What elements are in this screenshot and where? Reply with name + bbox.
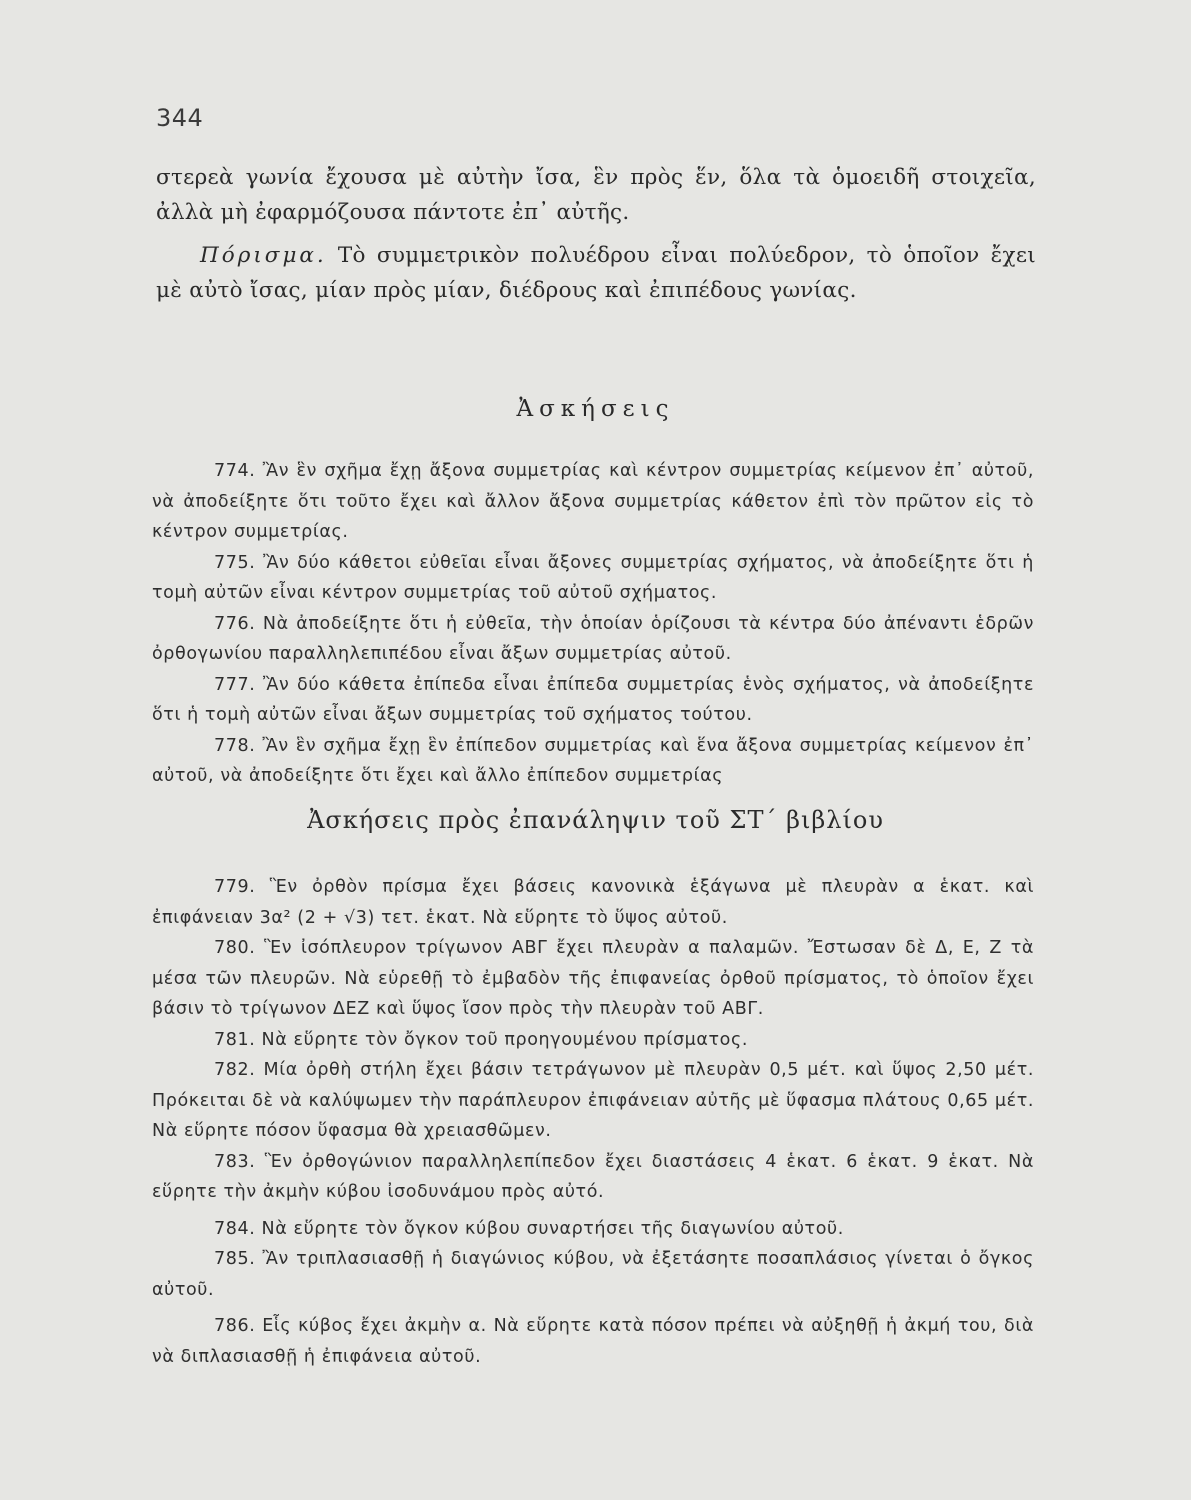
exercise-item: 774. Ἂν ἓν σχῆμα ἔχῃ ἄξονα συμμετρίας καὶ κέντρον συμμετρίας κείμενον ἐπ᾽ αὐτοῦ, νὰ ἀποδείξητε ὅτι τοῦτο ἔχει καὶ ἄλλον ἄξονα συμμετρίας κάθετον ἐπὶ τὸν πρῶτον εἰς τὸ κέντρον συμμετρίας. [152, 461, 1034, 542]
exercise-item: 786. Εἷς κύβος ἔχει ἀκμὴν α. Νὰ εὕρητε κατὰ πόσον πρέπει νὰ αὐξηθῇ ἡ ἀκμή του, διὰ νὰ διπλασιασθῇ ἡ ἐπιφάνεια αὐτοῦ. [152, 1316, 1034, 1367]
porisma-text: Τὸ συμμετρικὸν πολυέδρου εἶναι πολύεδρον, τὸ ὁποῖον ἔχει μὲ αὐτὸ ἴσας, μίαν πρὸς μίαν, διέδρους καὶ ἐπιπέδους γωνίας. [156, 243, 1036, 303]
exercise-item: 776. Νὰ ἀποδείξητε ὅτι ἡ εὐθεῖα, τὴν ὁποίαν ὁρίζουσι τὰ κέντρα δύο ἀπέναντι ἑδρῶν ὀρθογωνίου παραλληλεπιπέδου εἶναι ἄξων συμμετρίας αὐτοῦ. [152, 613, 1034, 664]
review-exercises-list [152, 872, 1034, 1372]
exercise-item: 775. Ἂν δύο κάθετοι εὐθεῖαι εἶναι ἄξονες συμμετρίας σχήματος, νὰ ἀποδείξητε ὅτι ἡ τομὴ αὐτῶν εἶναι κέντρον συμμετρίας τοῦ αὐτοῦ σχήματος. [152, 552, 1034, 603]
intro-text [156, 160, 1036, 308]
exercise-item: 784. Νὰ εὕρητε τὸν ὄγκον κύβου συναρτήσει τῆς διαγωνίου αὐτοῦ. [214, 1218, 844, 1239]
exercise-item: 785. Ἂν τριπλασιασθῇ ἡ διαγώνιος κύβου, νὰ ἐξετάσητε ποσαπλάσιος γίνεται ὁ ὄγκος αὐτοῦ. [152, 1249, 1034, 1300]
porisma-label: Πόρισμα. [200, 243, 327, 268]
exercise-item: 780. Ἓν ἰσόπλευρον τρίγωνον ΑΒΓ ἔχει πλευρὰν α παλαμῶν. Ἔστωσαν δὲ Δ, Ε, Ζ τὰ μέσα τῶν πλευρῶν. Νὰ εὑρεθῇ τὸ ἐμβαδὸν τῆς ἐπιφανείας ὀρθοῦ πρίσματος, τὸ ὁποῖον ἔχει βάσιν τὸ τρίγωνον ΔΕΖ καὶ ὕψος ἴσον πρὸς τὴν πλευρὰν τοῦ ΑΒΓ. [152, 938, 1034, 1019]
exercises-heading: Ἀσκήσεις [516, 396, 675, 422]
exercise-item: 781. Νὰ εὕρητε τὸν ὄγκον τοῦ προηγουμένου πρίσματος. [214, 1029, 748, 1050]
review-exercises-heading: Ἀσκήσεις πρὸς ἐπανάληψιν τοῦ ΣΤ΄ βιβλίου [307, 806, 884, 834]
exercise-item: 783. Ἓν ὀρθογώνιον παραλληλεπίπεδον ἔχει διαστάσεις 4 ἑκατ. 6 ἑκατ. 9 ἑκατ. Νὰ εὕρητε τὴν ἀκμὴν κύβου ἰσοδυνάμου πρὸς αὐτό. [152, 1151, 1034, 1202]
porisma-paragraph [156, 238, 1036, 308]
exercises-list [152, 456, 1034, 792]
exercise-item: 782. Μία ὀρθὴ στήλη ἔχει βάσιν τετράγωνον μὲ πλευρὰν 0,5 μέτ. καὶ ὕψος 2,50 μέτ. Πρόκειται δὲ νὰ καλύψωμεν τὴν παράπλευρον ἐπιφάνειαν αὐτῆς μὲ ὕφασμα πλάτους 0,65 μέτ. Νὰ εὕρητε πόσον ὕφασμα θὰ χρειασθῶμεν. [152, 1060, 1034, 1141]
page-number: 344 [156, 104, 204, 132]
intro-paragraph: στερεὰ γωνία ἔχουσα μὲ αὐτὴν ἴσα, ἓν πρὸς ἕν, ὅλα τὰ ὁμοειδῆ στοιχεῖα, ἀλλὰ μὴ ἐφαρμόζουσα πάντοτε ἐπ᾽ αὐτῆς. [156, 165, 1036, 225]
exercise-item: 778. Ἂν ἓν σχῆμα ἔχῃ ἓν ἐπίπεδον συμμετρίας καὶ ἕνα ἄξονα συμμετρίας κείμενον ἐπ᾽ αὐτοῦ, νὰ ἀποδείξητε ὅτι ἔχει καὶ ἄλλο ἐπίπεδον συμμετρίας [152, 735, 1034, 786]
exercise-item: 779. Ἓν ὀρθὸν πρίσμα ἔχει βάσεις κανονικὰ ἑξάγωνα μὲ πλευρὰν α ἑκατ. καὶ ἐπιφάνειαν 3α² (2 + √3) τετ. ἑκατ. Νὰ εὕρητε τὸ ὕψος αὐτοῦ. [152, 877, 1034, 928]
exercise-item: 777. Ἂν δύο κάθετα ἐπίπεδα εἶναι ἐπίπεδα συμμετρίας ἑνὸς σχήματος, νὰ ἀποδείξητε ὅτι ἡ τομὴ αὐτῶν εἶναι ἄξων συμμετρίας τοῦ σχήματος τούτου. [152, 674, 1034, 725]
